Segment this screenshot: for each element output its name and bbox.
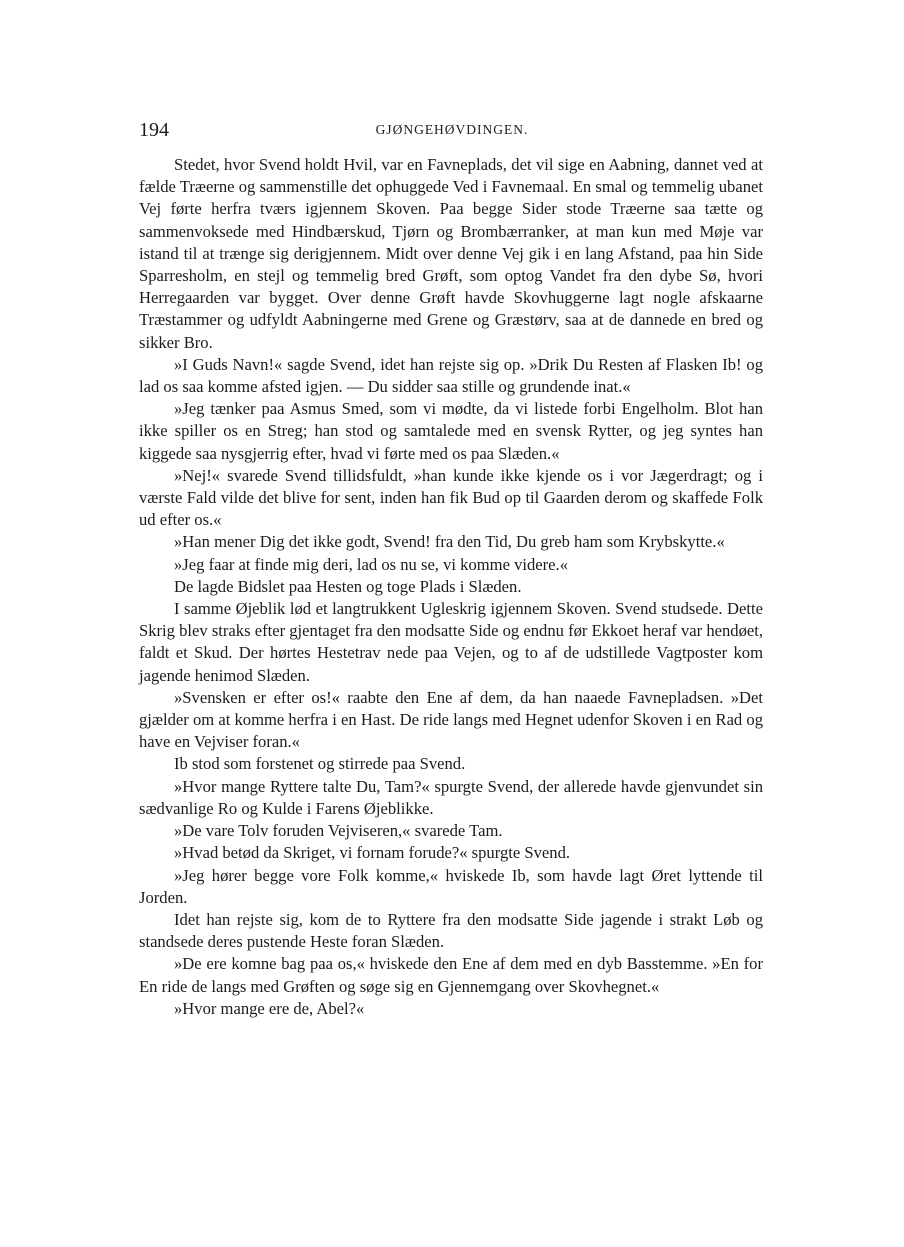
paragraph: Ib stod som forstenet og stirrede paa Svend.: [174, 754, 466, 774]
paragraph: Stedet, hvor Svend holdt Hvil, var en Favneplads, det vil sige en Aabning, dannet ved at fælde Træerne og sammenstille det ophuggede Ved i Favnemaal. En smal og temmelig ubanet Vej førte herfra tværs igjennem Skoven. Paa begge Sider stode Træerne saa tætte og sammenvoksede med Hindbærskud, Tjørn og Brombærranker, at man kun med Møje var istand til at trænge sig derigjennem. Midt over denne Vej gik i en lang Afstand, paa hin Side Sparresholm, en stejl og temmelig bred Grøft, som optog Vandet fra den dybe Sø, hvori Herregaarden var bygget. Over denne Grøft havde Skovhuggerne lagt nogle afskaarne Træstammer og udfyldt Aabningerne med Grene og Græstørv, saa at de dannede en bred og sikker Bro.: [139, 155, 763, 352]
paragraph: I samme Øjeblik lød et langtrukkent Ugleskrig igjennem Skoven. Svend studsede. Dette Skrig blev straks efter gjentaget fra den modsatte Side og endnu før Ekkoet heraf var hendøet, faldt et Skud. Der hørtes Hestetrav nede paa Vejen, og to af de udstillede Vagtposter kom jagende henimod Slæden.: [139, 599, 763, 685]
paragraph: »Hvor mange ere de, Abel?«: [174, 998, 365, 1018]
paragraph: »Han mener Dig det ikke godt, Svend! fra den Tid, Du greb ham som Krybskytte.«: [174, 532, 725, 552]
paragraph: De lagde Bidslet paa Hesten og toge Plads i Slæden.: [174, 576, 522, 596]
paragraph: »Hvor mange Ryttere talte Du, Tam?« spurgte Svend, der allerede havde gjenvundet sin sædvanlige Ro og Kulde i Farens Øjeblikke.: [139, 776, 763, 818]
paragraph: »Svensken er efter os!« raabte den Ene af dem, da han naaede Favnepladsen. »Det gjælder om at komme herfra i en Hast. De ride langs med Hegnet udenfor Skoven i en Rad og have en Vejviser foran.«: [139, 687, 763, 752]
paragraph: »Hvad betød da Skriget, vi fornam forude?« spurgte Svend.: [174, 843, 571, 863]
paragraph: »Jeg hører begge vore Folk komme,« hviskede Ib, som havde lagt Øret lyttende til Jorden.: [139, 865, 763, 907]
paragraph: »Jeg tænker paa Asmus Smed, som vi mødte, da vi listede forbi Engelholm. Blot han ikke spiller os en Streg; han stod og samtalede med en svensk Rytter, og jeg syntes han kiggede saa nysgjerrig efter, hvad vi førte med os paa Slæden.«: [139, 399, 763, 463]
paragraph: »Jeg faar at finde mig deri, lad os nu se, vi komme videre.«: [174, 554, 568, 574]
running-title: GJØNGEHØVDINGEN.: [375, 122, 529, 137]
page-number: 194: [139, 119, 169, 141]
body-text: [139, 154, 763, 1020]
paragraph: Idet han rejste sig, kom de to Ryttere fra den modsatte Side jagende i strakt Løb og standsede deres pustende Heste foran Slæden.: [139, 909, 763, 952]
paragraph: »I Guds Navn!« sagde Svend, idet han rejste sig op. »Drik Du Resten af Flasken Ib! og lad os saa komme afsted igjen. — Du sidder saa stille og grundende inat.«: [139, 354, 763, 397]
paragraph: »De vare Tolv foruden Vejviseren,« svarede Tam.: [174, 821, 503, 841]
paragraph: »De ere komne bag paa os,« hviskede den Ene af dem med en dyb Basstemme. »En for En ride de langs med Grøften og søge sig en Gjennemgang over Skovhegnet.«: [139, 954, 763, 996]
paragraph: »Nej!« svarede Svend tillidsfuldt, »han kunde ikke kjende os i vor Jægerdragt; og i værste Fald vilde det blive for sent, inden han fik Bud op til Gaarden derom og skaffede Folk ud efter os.«: [139, 465, 763, 530]
